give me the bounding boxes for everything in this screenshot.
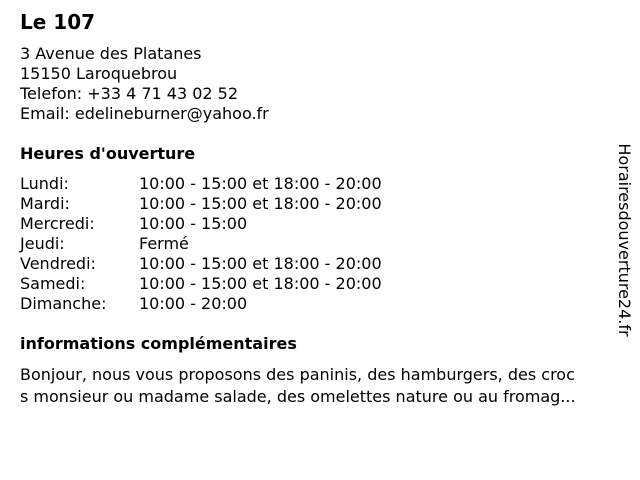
business-contact — [20, 44, 269, 124]
day-label: Dimanche: — [20, 294, 107, 313]
day-hours: 10:00 - 15:00 et 18:00 - 20:00 — [139, 274, 382, 293]
info-line: Bonjour, nous vous proposons des paninis, des hamburgers, des croc — [20, 365, 575, 384]
address-city: 15150 Laroquebrou — [20, 64, 178, 83]
hours-row-saturday — [20, 274, 382, 294]
opening-hours-table — [20, 174, 382, 314]
info-description — [20, 364, 630, 408]
day-label: Jeudi: — [20, 234, 65, 253]
info-line: s monsieur ou madame salade, des omelettes nature ou au fromag... — [20, 387, 576, 406]
address-street: 3 Avenue des Platanes — [20, 44, 202, 63]
day-hours: 10:00 - 15:00 — [139, 214, 248, 233]
day-hours: 10:00 - 15:00 et 18:00 - 20:00 — [139, 194, 382, 213]
hours-row-friday — [20, 254, 382, 274]
email-address: Email: edelineburner@yahoo.fr — [20, 104, 269, 123]
hours-heading: Heures d'ouverture — [20, 144, 196, 163]
day-hours: 10:00 - 15:00 et 18:00 - 20:00 — [139, 254, 382, 273]
phone-number: Telefon: +33 4 71 43 02 52 — [20, 84, 239, 103]
day-hours: 10:00 - 15:00 et 18:00 - 20:00 — [139, 174, 382, 193]
info-heading: informations complémentaires — [20, 334, 297, 353]
day-label: Samedi: — [20, 274, 86, 293]
site-watermark: Horairesdouverture24.fr — [615, 143, 634, 337]
day-hours: 10:00 - 20:00 — [139, 294, 248, 313]
hours-row-sunday — [20, 294, 382, 314]
hours-row-thursday — [20, 234, 382, 254]
hours-row-wednesday — [20, 214, 382, 234]
day-label: Mercredi: — [20, 214, 95, 233]
hours-row-tuesday — [20, 194, 382, 214]
day-label: Lundi: — [20, 174, 69, 193]
day-label: Mardi: — [20, 194, 70, 213]
business-name: Le 107 — [20, 10, 96, 34]
hours-row-monday — [20, 174, 382, 194]
day-hours: Fermé — [139, 234, 189, 253]
day-label: Vendredi: — [20, 254, 96, 273]
